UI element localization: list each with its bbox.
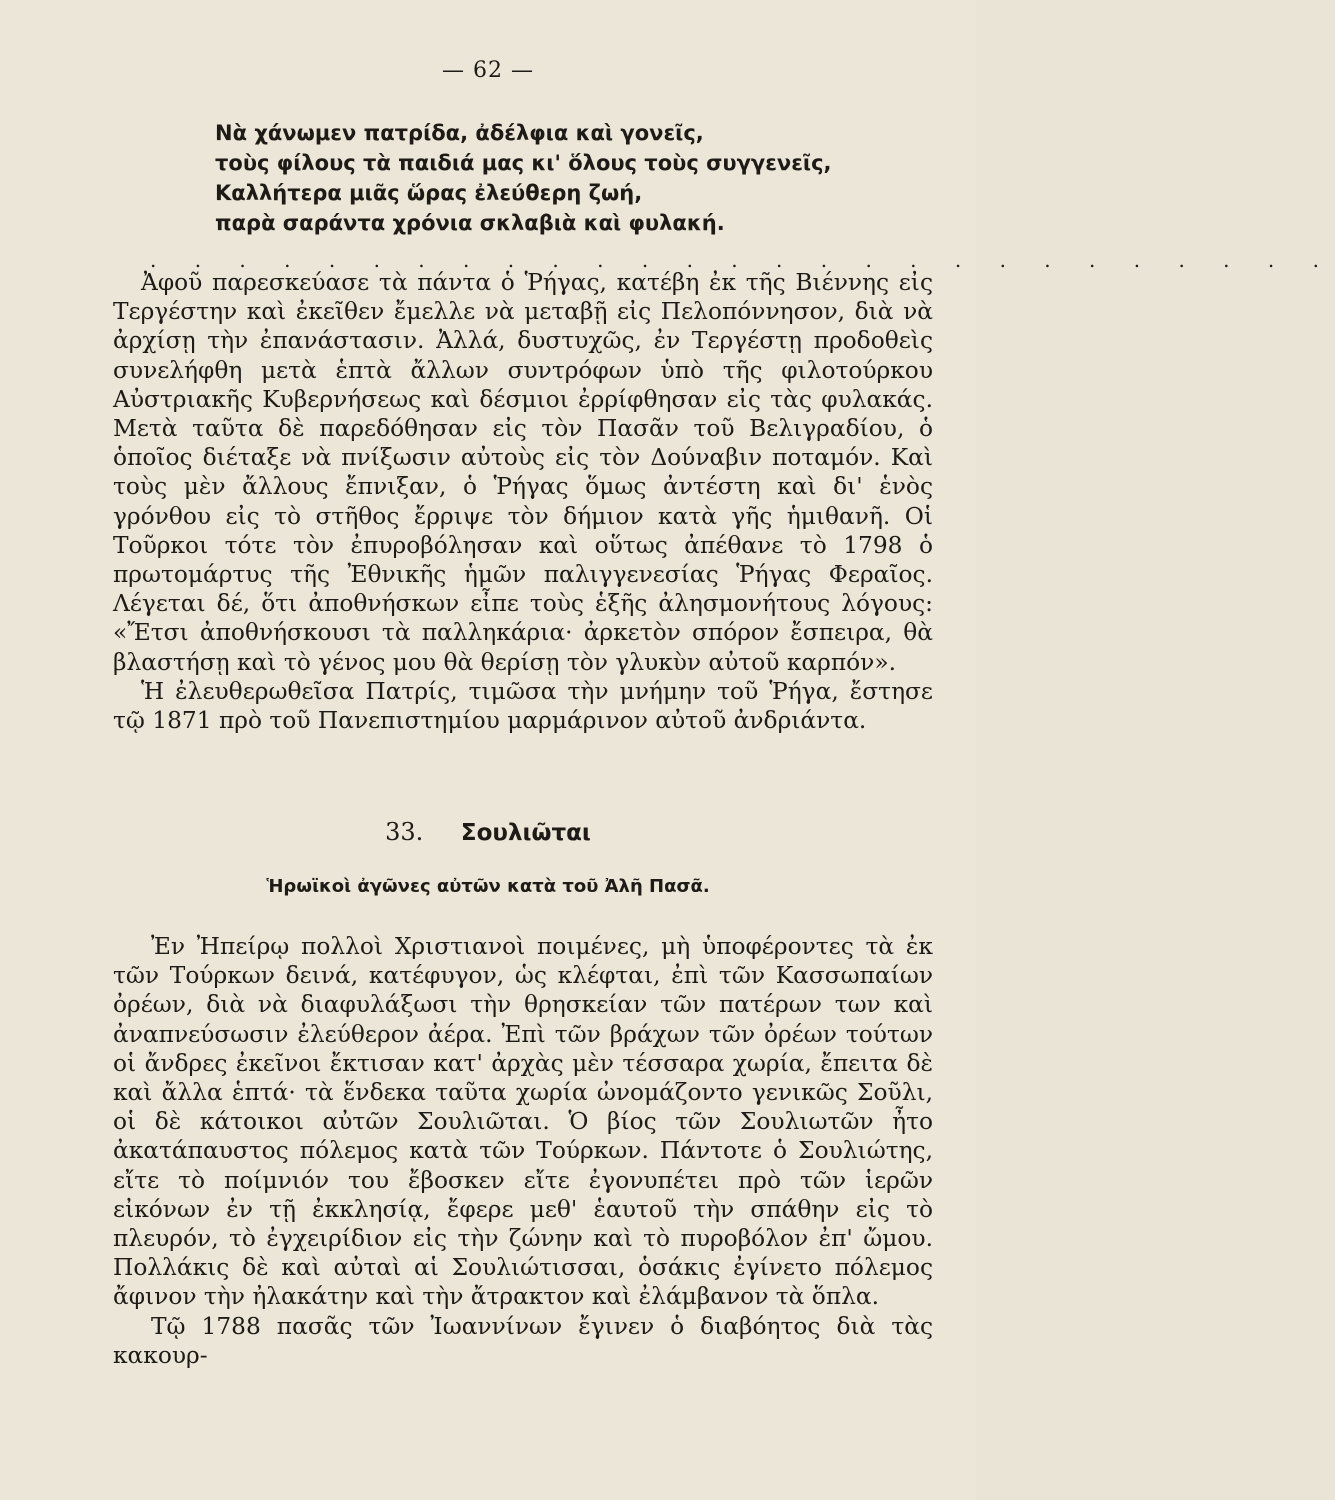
poem-line: Νὰ χάνωμεν πατρίδα, ἀδέλφια καὶ γονεῖς, <box>215 121 704 145</box>
chapter-heading <box>0 818 976 846</box>
chapter-subtitle: Ἡρωϊκοὶ ἀγῶνες αὐτῶν κατὰ τοῦ Ἀλῆ Πασᾶ. <box>266 876 710 897</box>
poem-stanza <box>215 118 935 238</box>
omission-dots: . . . . . . . . . . . . . . . . . . . . . . . . . . . <box>150 248 1335 272</box>
paragraph: Τῷ 1788 πασᾶς τῶν Ἰωαννίνων ἔγινεν ὁ διαβόητος διὰ τὰς κακουρ- <box>113 1312 933 1369</box>
rigas-section <box>113 268 933 735</box>
poem-line: παρὰ σαράντα χρόνια σκλαβιὰ καὶ φυλακή. <box>215 211 725 235</box>
paragraph: Ἡ ἐλευθερωθεῖσα Πατρίς, τιμῶσα τὴν μνήμην τοῦ Ῥήγα, ἔστησε τῷ 1871 πρὸ τοῦ Πανεπιστημίου μαρμάρινον αὐτοῦ ἀνδριάντα. <box>113 677 933 735</box>
page-number: — 62 — <box>442 58 534 83</box>
paragraph: Ἀφοῦ παρεσκεύασε τὰ πάντα ὁ Ῥήγας, κατέβη ἐκ τῆς Βιέννης εἰς Τεργέστην καὶ ἐκεῖθεν ἔμελλε νὰ μεταβῇ εἰς Πελοπόννησον, διὰ νὰ ἀρχίσῃ τὴν ἐπανάστασιν. Ἀλλά, δυστυχῶς, ἐν Τεργέστῃ προδοθεὶς συνελήφθη μετὰ ἑπτὰ ἄλλων συντρόφων ὑπὸ τῆς φιλοτούρκου Αὐστριακῆς Κυβερνήσεως καὶ δέσμιοι ἐρρίφθησαν εἰς τὰς φυλακάς. Μετὰ ταῦτα δὲ παρεδόθησαν εἰς τὸν Πασᾶν τοῦ Βελιγραδίου, ὁ ὁποῖος διέταξε νὰ πνίξωσιν αὐτοὺς εἰς τὸν Δούναβιν ποταμόν. Καὶ τοὺς μὲν ἄλλους ἔπνιξαν, ὁ Ῥήγας ὅμως ἀντέστη καὶ δι' ἑνὸς γρόνθου εἰς τὸ στῆθος ἔρριψε τὸν δήμιον κατὰ γῆς ἡμιθανῆ. Οἱ Τοῦρκοι τότε τὸν ἐπυροβόλησαν καὶ οὕτως ἀπέθανε τὸ 1798 ὁ πρωτομάρτυς τῆς Ἐθνικῆς ἡμῶν παλιγγενεσίας Ῥήγας Φεραῖος. Λέγεται δέ, ὅτι ἀποθνήσκων εἶπε τοὺς ἑξῆς ἀλησμονήτους λόγους: «Ἔτσι ἀποθνήσκουσι τὰ παλληκάρια· ἀρκετὸν σπόρον ἔσπειρα, θὰ βλαστήσῃ καὶ τὸ γένος μου θὰ θερίσῃ τὸν γλυκὺν αὐτοῦ καρπόν». <box>113 269 933 676</box>
poem-line: Καλλήτερα μιᾶς ὥρας ἐλεύθερη ζωή, <box>215 181 643 205</box>
paragraph: Ἐν Ἠπείρῳ πολλοὶ Χριστιανοὶ ποιμένες, μὴ ὑποφέροντες τὰ ἐκ τῶν Τούρκων δεινά, κατέφυγον, ὡς κλέφται, ἐπὶ τῶν Κασσωπαίων ὀρέων, διὰ νὰ διαφυλάξωσι τὴν θρησκείαν τῶν πατέρων των καὶ ἀναπνεύσωσιν ἐλεύθερον ἀέρα. Ἐπὶ τῶν βράχων τῶν ὀρέων τούτων οἱ ἄνδρες ἐκεῖνοι ἔκτισαν κατ' ἀρχὰς μὲν τέσσαρα χωρία, ἔπειτα δὲ καὶ ἄλλα ἑπτά· τὰ ἕνδεκα ταῦτα χωρία ὠνομάζοντο γενικῶς Σοῦλι, οἱ δὲ κάτοικοι αὐτῶν Σουλιῶται. Ὁ βίος τῶν Σουλιωτῶν ἦτο ἀκατάπαυστος πόλεμος κατὰ τῶν Τούρκων. Πάντοτε ὁ Σουλιώτης, εἴτε τὸ ποίμνιόν του ἔβοσκεν εἴτε ἐγονυπέτει πρὸ τῶν ἱερῶν εἰκόνων ἐν τῇ ἐκκλησίᾳ, ἔφερε μεθ' ἑαυτοῦ τὴν σπάθην εἰς τὸ πλευρόν, τὸ ἐγχειρίδιον εἰς τὴν ζώνην καὶ τὸ πυροβόλον ἐπ' ὤμου. Πολλάκις δὲ καὶ αὐταὶ αἱ Σουλιώτισσαι, ὁσάκις ἐγίνετο πόλεμος ἄφινον τὴν ἠλακάτην καὶ τὴν ἄτρακτον καὶ ἐλάμβανον τὰ ὅπλα. <box>113 933 933 1311</box>
souli-section <box>113 932 933 1370</box>
chapter-title: Σουλιῶται <box>460 820 591 846</box>
poem-line: τοὺς φίλους τὰ παιδιά μας κι' ὅλους τοὺς συγγενεῖς, <box>215 151 832 175</box>
chapter-number: 33. <box>385 818 424 846</box>
